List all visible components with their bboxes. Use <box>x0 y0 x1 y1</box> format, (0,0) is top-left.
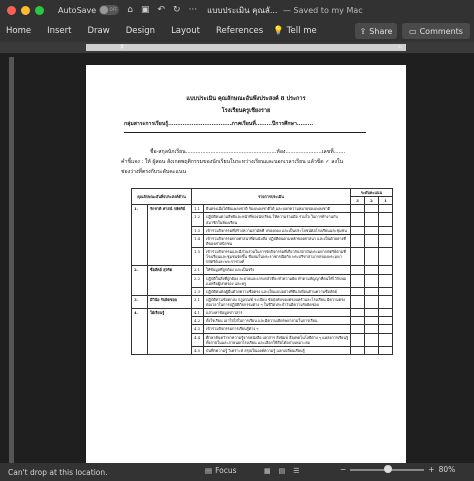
score-cell[interactable] <box>365 333 379 346</box>
indicator-code: 1.1 <box>192 205 204 213</box>
header-trait: คุณลักษณะอันพึงประสงค์ด้าน <box>132 189 192 205</box>
indicator-code: 4.3 <box>192 325 204 333</box>
home-icon[interactable]: ⌂ <box>127 5 133 15</box>
score-cell[interactable] <box>379 317 393 325</box>
score-cell[interactable] <box>379 287 393 295</box>
indicator-text: เข้าร่วมกิจกรรมและมีส่วนร่วมในการจัดกิจกรรมที่เกี่ยวกับสถาบันพระมหากษัตริย์ตามที่โรงเรียนและชุมชนจัดขึ้น ชื่นชมในพระราชกรณียกิจ พระปรีชาสามารถของพระมหากษัตริย์และพระราชวงศ์ <box>204 248 351 266</box>
tab-references[interactable]: References <box>215 26 264 36</box>
title-bar <box>0 0 474 20</box>
doc-school: โรงเรียนครูเชียงราย <box>221 108 271 114</box>
doc-title: แบบประเมิน คุณลักษณะอันพึงประสงค์ 8 ประการ <box>186 96 306 102</box>
ribbon-tabs <box>0 20 474 42</box>
indicator-text: เข้าร่วมกิจกรรมการเรียนรู้ต่าง ๆ <box>204 325 351 333</box>
score-cell[interactable] <box>379 234 393 247</box>
score-cell[interactable] <box>351 205 365 213</box>
share-icon: ⇪ <box>359 26 367 36</box>
trait-number: 3. <box>132 295 148 308</box>
score-cell[interactable] <box>379 333 393 346</box>
focus-button[interactable] <box>205 466 237 475</box>
minimize-window-button[interactable] <box>21 6 30 15</box>
zoom-window-button[interactable] <box>35 6 44 15</box>
score-cell[interactable] <box>365 266 379 274</box>
comments-button[interactable] <box>402 23 470 39</box>
status-message: Can't drop at this location. <box>8 467 108 477</box>
zoom-out-icon[interactable]: − <box>340 465 347 474</box>
indicator-text: ปฏิบัติตามข้อตกลง กฎเกณฑ์ ระเบียบ ข้อบังคับของครอบครัวและโรงเรียน มีความตรงต่อเวลาในการปฏิบัติกิจกรรมต่าง ๆ ในชีวิตประจำวันมีความรับผิดชอบ <box>204 295 351 308</box>
indicator-text: เข้าร่วมกิจกรรมทางศาสนาที่ตนนับถือ ปฏิบัติตนตามหลักของศาสนา และเป็นตัวอย่างที่ดีของศาสนิกชน <box>204 234 351 247</box>
score-cell[interactable] <box>351 287 365 295</box>
indicator-code: 1.4 <box>192 234 204 247</box>
score-cell[interactable] <box>351 248 365 266</box>
tab-insert[interactable]: Insert <box>47 26 72 36</box>
lightbulb-icon: 💡 <box>273 26 284 36</box>
indicator-text: ยืนตรงเมื่อได้ยินเพลงชาติ ร้องเพลงชาติได้ และบอกความหมายของเพลงชาติ <box>204 205 351 213</box>
score-cell[interactable] <box>365 226 379 234</box>
indicator-text: เข้าร่วมกิจกรรมที่สร้างความสามัคคี ปรองดอง และเป็นประโยชน์ต่อโรงเรียนและชุมชน <box>204 226 351 234</box>
indicator-text: ปฏิบัติตนตามสิทธิและหน้าที่ของนักเรียน ให้ความร่วมมือ ร่วมใจ ในการทำงานกับสมาชิกในห้องเรียน <box>204 213 351 226</box>
score-cell[interactable] <box>365 205 379 213</box>
score-cell[interactable] <box>351 325 365 333</box>
header-score: ระดับคะแนน <box>351 189 393 197</box>
indicator-code: 4.5 <box>192 346 204 354</box>
trait-name: รักชาติ ศาสน์ กษัตริย์ <box>148 205 192 266</box>
zoom-in-icon[interactable]: + <box>428 465 435 474</box>
vertical-ruler[interactable] <box>9 57 14 463</box>
indicator-code: 4.1 <box>192 309 204 317</box>
trait-name: ซื่อสัตย์ สุจริต <box>148 266 192 296</box>
web-layout-icon[interactable]: ☰ <box>293 467 300 475</box>
indicator-text: ให้ข้อมูลที่ถูกต้อง และเป็นจริง <box>204 266 351 274</box>
score-cell[interactable] <box>351 274 365 287</box>
tab-design[interactable]: Design <box>125 26 156 36</box>
score-cell[interactable] <box>379 295 393 308</box>
score-cell[interactable] <box>379 248 393 266</box>
score-cell[interactable] <box>351 266 365 274</box>
subject-line: กลุ่มสาระการเรียนรู้...................................ภาคเรียนที่.........ปีการศึกษา......... <box>124 121 314 127</box>
trait-number: 2. <box>132 266 148 296</box>
zoom-level: 80% <box>438 465 456 474</box>
trait-name: ใฝ่เรียนรู้ <box>148 309 192 355</box>
focus-icon: ▤ <box>205 466 213 475</box>
document-title <box>207 4 363 17</box>
score-cell[interactable] <box>365 274 379 287</box>
score-cell[interactable] <box>365 309 379 317</box>
score-cell[interactable] <box>365 248 379 266</box>
evaluation-table-body <box>132 205 393 355</box>
table-row <box>132 205 393 213</box>
score-level-2: 2 <box>365 197 379 205</box>
document-name: แบบประเมิน คุณลั... <box>207 5 278 15</box>
save-status: — Saved to my Mac <box>283 5 363 15</box>
score-cell[interactable] <box>379 213 393 226</box>
score-cell[interactable] <box>351 309 365 317</box>
status-bar <box>0 463 474 481</box>
indicator-text: แสวงหาข้อมูลข่าวสาร <box>204 309 351 317</box>
tab-layout[interactable]: Layout <box>171 26 200 36</box>
tell-me-label: Tell me <box>286 26 317 36</box>
indicator-code: 4.4 <box>192 333 204 346</box>
score-cell[interactable] <box>365 295 379 308</box>
indicator-text: ปฏิบัติในสิ่งที่ถูกต้อง ละอายและเกรงกลัวที่จะทำความผิด ทำตามสัญญาที่ตนให้ไว้กับพ่อแม่หรือผู้ปกครอง และครู <box>204 274 351 287</box>
score-cell[interactable] <box>379 346 393 354</box>
close-window-button[interactable] <box>7 6 16 15</box>
zoom-slider[interactable] <box>350 469 424 471</box>
indicator-code: 4.2 <box>192 317 204 325</box>
indicator-text: ตั้งใจเรียน เอาใจใส่ในการเรียน และมีความเพียรพยายามในการเรียน <box>204 317 351 325</box>
print-layout-icon[interactable]: ▤ <box>278 467 286 475</box>
score-cell[interactable] <box>379 325 393 333</box>
table-row <box>132 309 393 317</box>
share-button[interactable] <box>355 23 397 39</box>
indicator-code: 2.2 <box>192 274 204 287</box>
autosave-toggle[interactable] <box>99 5 119 15</box>
focus-label: Focus <box>215 466 237 475</box>
score-cell[interactable] <box>351 295 365 308</box>
student-name-line: ชื่อ-สกุลนักเรียน.......................................................ห้อง......................เลขที่....... <box>150 149 346 155</box>
indicator-code: 2.3 <box>192 287 204 295</box>
comment-icon: ▭ <box>409 26 417 36</box>
score-cell[interactable] <box>365 287 379 295</box>
zoom-control <box>340 465 455 474</box>
score-cell[interactable] <box>351 234 365 247</box>
indicator-text: ปฏิบัติตนต่อผู้อื่นด้วยความซื่อตรง และเป็นแบบอย่างที่ดีแก่เพื่อนด้านความซื่อสัตย์ <box>204 287 351 295</box>
autosave-label: AutoSave <box>58 5 97 15</box>
share-label: Share <box>369 26 393 36</box>
score-cell[interactable] <box>379 205 393 213</box>
autosave-state: OFF <box>109 7 118 12</box>
score-cell[interactable] <box>351 213 365 226</box>
redo-icon[interactable]: ↻ <box>173 5 181 15</box>
more-icon[interactable]: ··· <box>188 5 198 15</box>
window-controls <box>7 6 44 15</box>
score-cell[interactable] <box>365 317 379 325</box>
score-level-3: 3 <box>351 197 365 205</box>
score-cell[interactable] <box>379 309 393 317</box>
score-cell[interactable] <box>365 346 379 354</box>
score-cell[interactable] <box>351 226 365 234</box>
indicator-code: 1.2 <box>192 213 204 226</box>
view-switcher <box>264 467 300 475</box>
indicator-code: 1.5 <box>192 248 204 266</box>
score-cell[interactable] <box>379 266 393 274</box>
tab-draw[interactable]: Draw <box>87 26 110 36</box>
document-canvas[interactable] <box>0 53 474 463</box>
instruction-line: คำชี้แจง : ให้ ผู้สอน สังเกตพฤติกรรมของนักเรียนในระหว่างเรียนและนอกเวลาเรียน แล้วขีด ✓ ลงใน <box>121 159 344 165</box>
score-cell[interactable] <box>365 234 379 247</box>
right-indent-marker[interactable]: ▵ <box>398 43 402 50</box>
indicator-text: ศึกษาค้นคว้าหาความรู้จากหนังสือ เอกสาร สิ่งพิมพ์ สื่อเทคโนโลยีต่าง ๆ แหล่งการเรียนรู้ทั้งภายในและภายนอกโรงเรียน และเลือกใช้สื่อได้อย่างเหมาะสม <box>204 333 351 346</box>
table-row <box>132 266 393 274</box>
comments-label: Comments <box>419 26 463 36</box>
score-cell[interactable] <box>365 213 379 226</box>
autosave-control[interactable] <box>58 5 119 15</box>
undo-icon[interactable]: ↶ <box>157 5 165 15</box>
tell-me-search[interactable] <box>273 26 317 36</box>
score-cell[interactable] <box>379 274 393 287</box>
read-mode-icon[interactable]: ▦ <box>264 467 271 475</box>
score-cell[interactable] <box>351 317 365 325</box>
header-indicator: รายการประเมิน <box>192 189 351 205</box>
table-row <box>132 295 393 308</box>
left-indent-marker[interactable]: ⧗ <box>120 43 125 50</box>
indicator-code: 3.1 <box>192 295 204 308</box>
evaluation-table <box>131 188 393 355</box>
score-cell[interactable] <box>379 226 393 234</box>
zoom-slider-knob[interactable] <box>384 465 392 473</box>
score-cell[interactable] <box>351 346 365 354</box>
instruction-line-2: ช่องว่างที่ตรงกับระดับคะแนน <box>121 169 186 175</box>
score-cell[interactable] <box>351 333 365 346</box>
score-cell[interactable] <box>365 325 379 333</box>
divider <box>124 132 366 133</box>
indicator-code: 1.3 <box>192 226 204 234</box>
indicator-text: บันทึกความรู้ วิเคราะห์ สรุปเป็นองค์ความรู้ แลกเปลี่ยนเรียนรู้ <box>204 346 351 354</box>
indicator-code: 2.1 <box>192 266 204 274</box>
horizontal-ruler[interactable] <box>0 42 474 53</box>
ruler-text-area <box>86 44 406 51</box>
save-icon[interactable]: ▣ <box>140 5 150 15</box>
document-page[interactable] <box>86 65 406 463</box>
trait-number: 4. <box>132 309 148 355</box>
trait-name: มีวินัย รับผิดชอบ <box>148 295 192 308</box>
tab-home[interactable]: Home <box>6 26 32 36</box>
score-level-1: 1 <box>379 197 393 205</box>
trait-number: 1. <box>132 205 148 266</box>
